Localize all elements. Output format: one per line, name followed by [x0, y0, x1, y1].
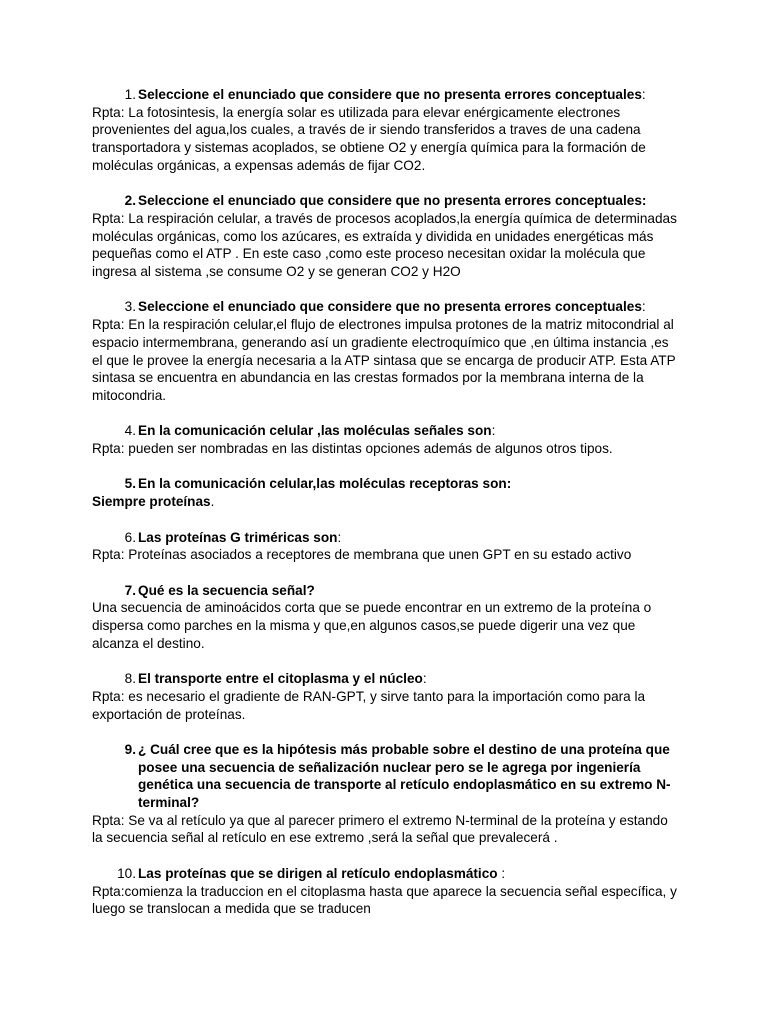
question-text [138, 670, 682, 688]
answer-text [92, 210, 682, 281]
answer-content: Rpta: La fotosintesis, la energía solar es utilizada para elevar enérgicamente electrones provenientes del agua,los cuales, a través de ir siendo transferidos a traves de una cadena transportadora y sistemas acoplados, se obtiene O2 y energía química para la formación de moléculas orgánicas, a expensas además de fijar CO2. [92, 104, 646, 173]
question-block [92, 298, 682, 404]
question-text [138, 298, 682, 316]
question-number: 9. [124, 741, 136, 757]
answer-content: Rpta: En la respiración celular,el flujo de electrones impulsa protones de la matriz mitocondrial al espacio intermembrana, generando así un gradiente electroquímico que ,en última instancia ,es el que le provee la energía necesaria a la ATP sintasa que se encarga de producir ATP. Esta ATP sintasa se encuentra en abundancia en las crestas formados por la membrana interna de la mitocondria. [92, 317, 676, 403]
question-title: En la comunicación celular ,las moléculas señales son [138, 423, 492, 439]
question-line [92, 192, 682, 210]
question-text [138, 529, 682, 547]
question-block [92, 422, 682, 457]
question-line [92, 86, 682, 104]
answer-text [92, 599, 682, 652]
answer-text [92, 440, 682, 458]
question-number: 4. [124, 423, 136, 439]
answer-suffix: . [210, 494, 215, 510]
question-number: 2. [124, 193, 136, 209]
question-title: ¿ Cuál cree que es la hipótesis más probable sobre el destino de una proteína que posee una secuencia de señalización nuclear pero se le agrega por ingeniería genética una secuencia de transporte al retículo endoplasmático en su extremo N-terminal? [138, 741, 671, 810]
question-text [138, 86, 682, 104]
question-title: Seleccione el enunciado que considere que no presenta errores conceptuales [138, 87, 642, 102]
question-text [138, 192, 682, 210]
question-block [92, 86, 682, 175]
answer-content: Rpta: La respiración celular, a través de procesos acoplados,la energía química de determinadas moléculas orgánicas, como los azúcares, es extraída y dividida en unidades energéticas más pequeñas como el ATP . En este caso ,como este proceso necesitan oxidar la molécula que ingresa al sistema ,se consume O2 y se generan CO2 y H2O [92, 210, 677, 280]
question-text [138, 475, 682, 493]
question-line [92, 741, 682, 812]
answer-text [92, 883, 682, 918]
question-number: 5. [124, 476, 136, 492]
question-block [92, 741, 682, 847]
question-title: Seleccione el enunciado que considere que no presenta errores conceptuales [138, 299, 642, 315]
question-line [92, 529, 682, 547]
question-title: El transporte entre el citoplasma y el núcleo [138, 671, 423, 687]
question-line [92, 475, 682, 493]
question-number: 8. [124, 671, 136, 687]
question-line [92, 298, 682, 316]
question-block [92, 670, 682, 723]
question-suffix: : [497, 865, 506, 881]
question-number: 7. [124, 582, 136, 598]
answer-text [92, 546, 682, 564]
question-title: Las proteínas G triméricas son [138, 529, 338, 545]
question-suffix: : [491, 423, 496, 439]
question-suffix: : [337, 529, 342, 545]
answer-content: Rpta: Se va al retículo ya que al parecer primero el extremo N-terminal de la proteína y estando la secuencia señal al retículo en ese extremo ,será la señal que prevalecerá . [92, 812, 668, 846]
answer-content: Siempre proteínas [92, 494, 211, 510]
answer-text [92, 688, 682, 723]
question-block [92, 529, 682, 564]
question-line [92, 670, 682, 688]
answer-content: Rpta: es necesario el gradiente de RAN-GPT, y sirve tanto para la importación como para la exportación de proteínas. [92, 688, 646, 722]
question-block [92, 865, 682, 918]
question-block [92, 192, 682, 281]
answer-text [92, 104, 682, 175]
answer-content: Una secuencia de aminoácidos corta que se puede encontrar en un extremo de la proteína o dispersa como parches en la misma y que,en algunos casos,se puede digerir una vez que alcanza el destino. [92, 600, 652, 651]
question-block [92, 582, 682, 653]
answer-content: Rpta: Proteínas asociados a receptores de membrana que unen GPT en su estado activo [92, 547, 632, 563]
answer-text [92, 812, 682, 847]
question-line [92, 422, 682, 440]
question-title: En la comunicación celular,las moléculas receptoras son: [138, 476, 512, 492]
question-text [138, 422, 682, 440]
question-number: 10. [117, 865, 136, 881]
answer-text [92, 493, 682, 511]
question-number: 3. [124, 299, 136, 315]
question-number: 1. [124, 87, 136, 102]
question-suffix: : [641, 299, 646, 315]
document-body [92, 86, 682, 936]
answer-content: Rpta: pueden ser nombradas en las distintas opciones además de algunos otros tipos. [92, 441, 613, 457]
question-line [92, 865, 682, 883]
question-title: Seleccione el enunciado que considere que no presenta errores conceptuales: [138, 193, 647, 209]
question-title: Qué es la secuencia señal? [138, 582, 315, 598]
answer-text [92, 316, 682, 405]
question-text [138, 582, 682, 600]
question-suffix: : [422, 671, 427, 687]
answer-content: Rpta:comienza la traduccion en el citoplasma hasta que aparece la secuencia señal específica, y luego se translocan a medida que se traducen [92, 883, 677, 917]
question-number: 6. [124, 529, 136, 545]
question-line [92, 582, 682, 600]
question-title: Las proteínas que se dirigen al retículo endoplasmático [138, 865, 498, 881]
question-text [138, 865, 682, 883]
question-block [92, 475, 682, 510]
question-suffix: : [641, 87, 646, 102]
question-text [138, 741, 682, 812]
